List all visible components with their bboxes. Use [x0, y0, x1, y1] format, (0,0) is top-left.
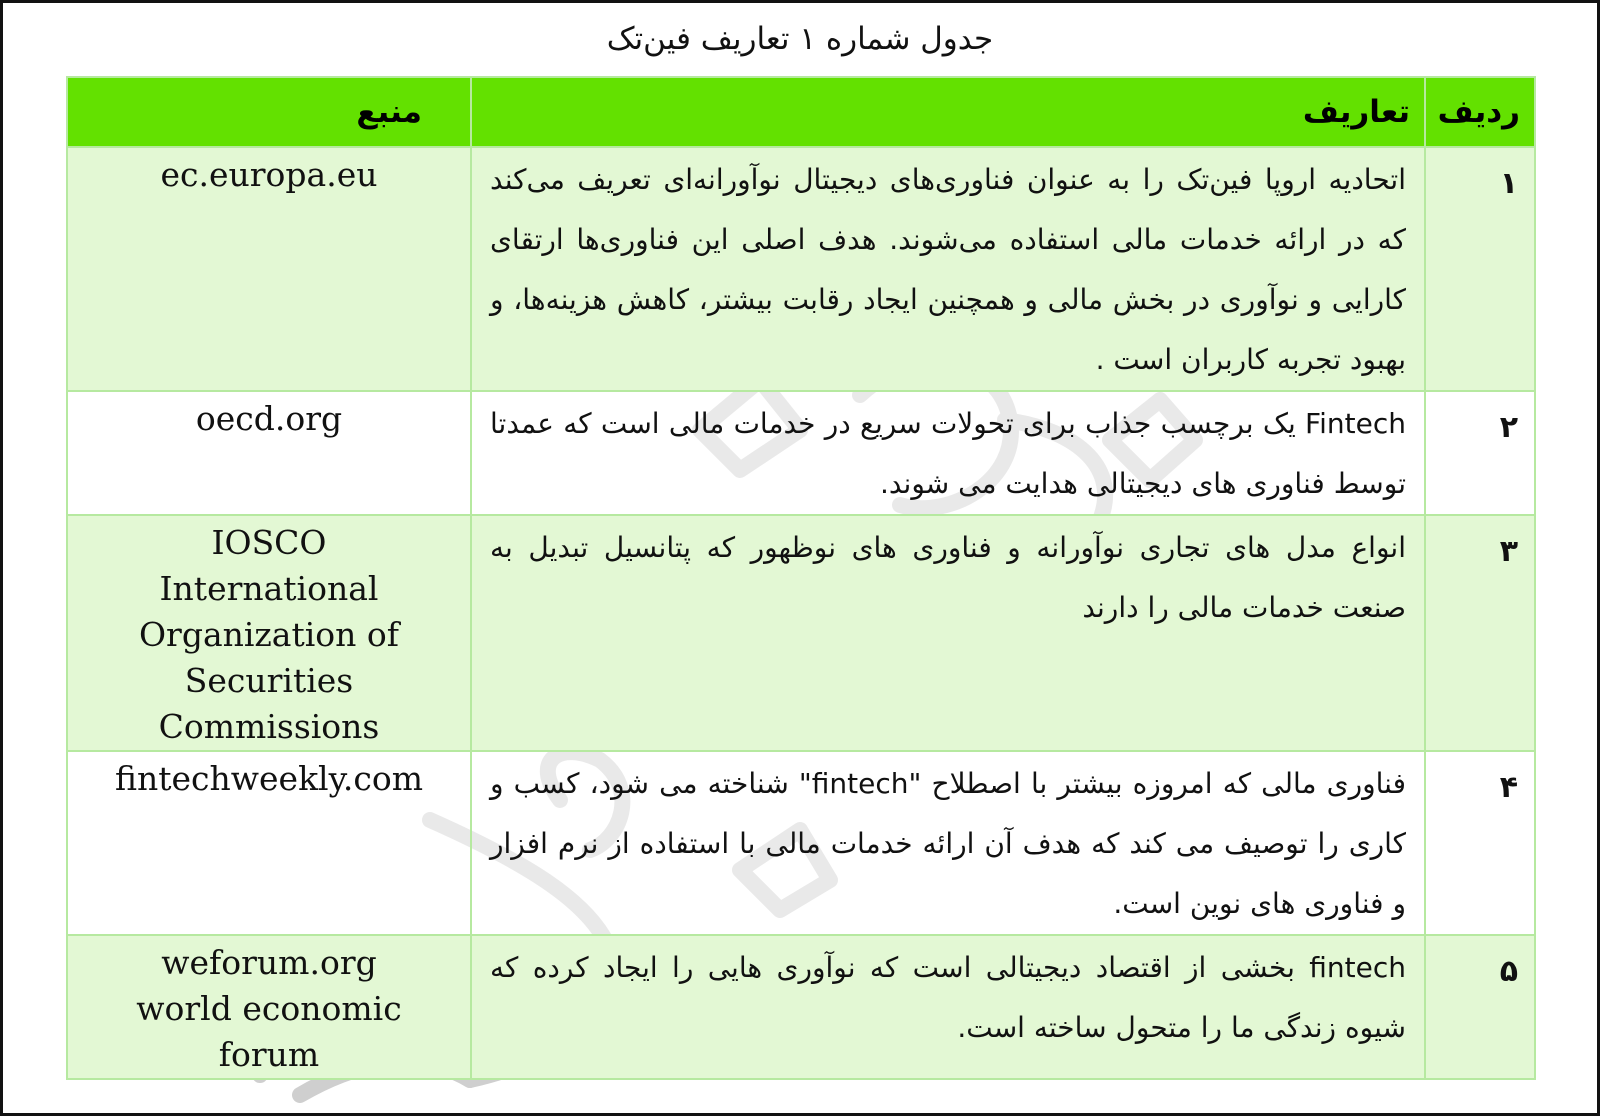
source-line: Organization of	[138, 615, 399, 654]
source-line: International	[159, 569, 379, 608]
row-definition: فناوری مالی که امروزه بیشتر با اصطلاح "fintech" شناخته می شود، کسب و کاری را توصیف می کند که هدف آن ارائه خدمات مالی با استفاده از نرم افزار و فناوری های نوین است.	[471, 751, 1425, 935]
source-line: weforum.org	[161, 943, 377, 982]
table-row	[67, 751, 1535, 935]
header-row-number: ردیف	[1425, 77, 1535, 147]
row-number: ۴	[1425, 751, 1535, 935]
row-definition: Fintech یک برچسب جذاب برای تحولات سریع در خدمات مالی است که عمدتا توسط فناوری های دیجیتالی هدایت می شوند.	[471, 391, 1425, 515]
table-row	[67, 515, 1535, 751]
table-caption: جدول شماره ۱ تعاریف فین‌تک	[606, 21, 994, 57]
row-number: ۳	[1425, 515, 1535, 751]
table-row	[67, 391, 1535, 515]
header-definitions: تعاریف	[471, 77, 1425, 147]
header-source: منبع	[67, 77, 471, 147]
row-source	[67, 515, 471, 751]
table-header-row	[67, 77, 1535, 147]
row-definition: اتحادیه اروپا فین‌تک را به عنوان فناوری‌های دیجیتال نوآورانه‌ای تعریف می‌کند که در ارائه خدمات مالی استفاده می‌شوند. هدف اصلی این فناوری‌ها ارتقای کارایی و نوآوری در بخش مالی و همچنین ایجاد رقابت بیشتر، کاهش هزینه‌ها، و بهبود تجربه کاربران است .	[471, 147, 1425, 391]
row-source	[67, 935, 471, 1079]
row-source	[67, 751, 471, 935]
source-line: Commissions	[158, 707, 380, 746]
row-number: ۲	[1425, 391, 1535, 515]
table-row	[67, 147, 1535, 391]
source-line: oecd.org	[195, 399, 343, 438]
row-definition: انواع مدل های تجاری نوآورانه و فناوری های نوظهور که پتانسیل تبدیل به صنعت خدمات مالی را دارند	[471, 515, 1425, 751]
source-line: IOSCO	[211, 523, 327, 562]
row-number: ۱	[1425, 147, 1535, 391]
row-source	[67, 147, 471, 391]
row-definition: fintech بخشی از اقتصاد دیجیتالی است که نوآوری هایی را ایجاد کرده که شیوه زندگی ما را متحول ساخته است.	[471, 935, 1425, 1079]
row-number: ۵	[1425, 935, 1535, 1079]
source-line: fintechweekly.com	[114, 759, 424, 798]
source-line: ec.europa.eu	[160, 155, 378, 194]
source-line: Securities	[184, 661, 354, 700]
fintech-definitions-table	[66, 76, 1536, 1080]
source-line: forum	[218, 1035, 320, 1074]
table-row	[67, 935, 1535, 1079]
source-line: world economic	[136, 989, 402, 1028]
row-source	[67, 391, 471, 515]
